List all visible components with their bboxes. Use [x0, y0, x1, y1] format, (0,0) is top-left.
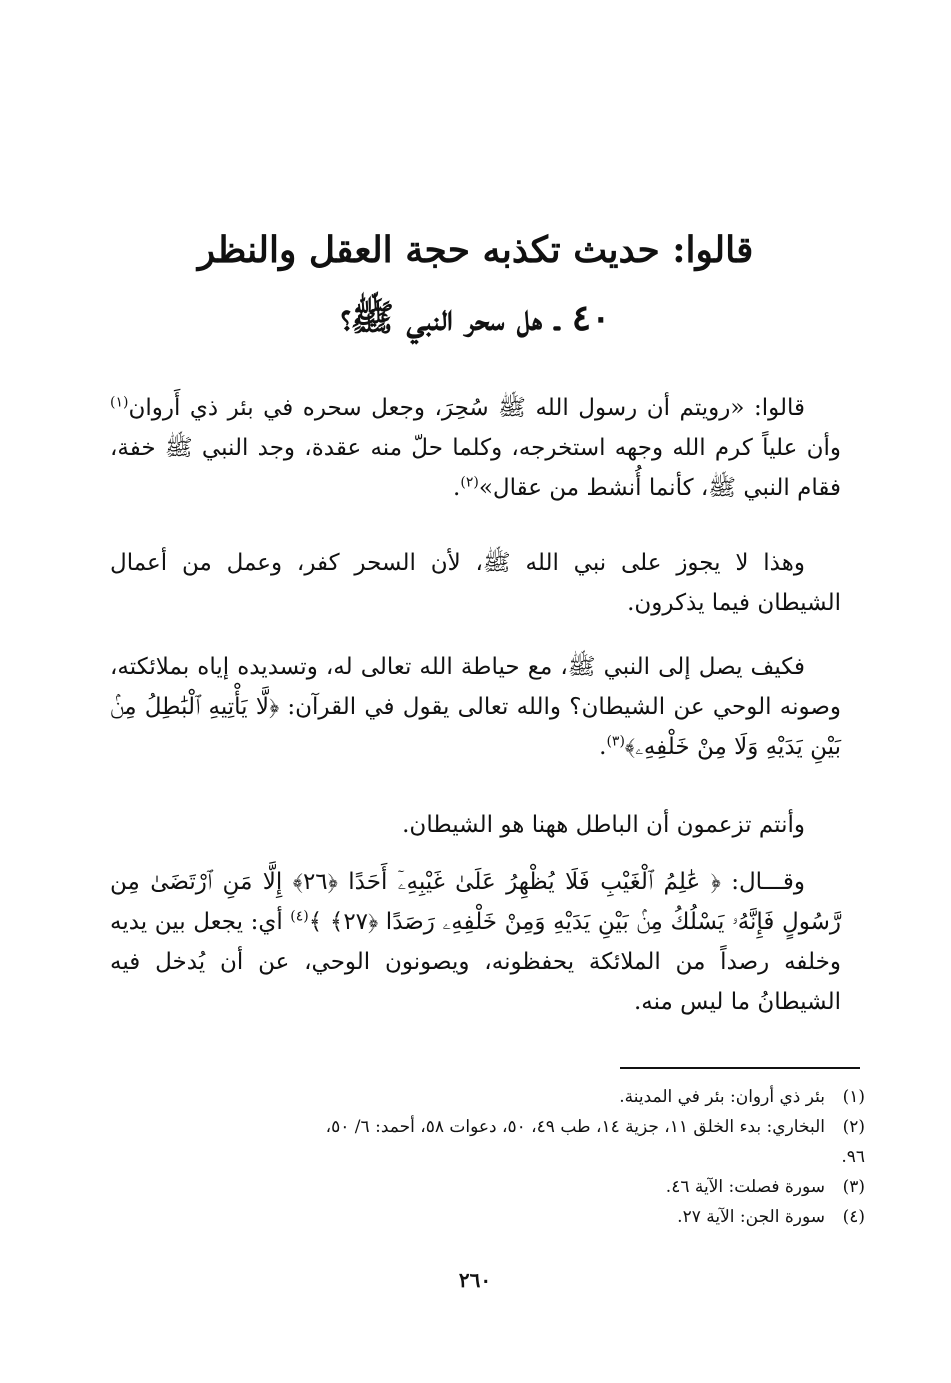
chapter-heading: قالوا: حديث تكذبه حجة العقل والنظر: [197, 229, 754, 271]
footnote-ref-3: (٣): [606, 733, 625, 750]
footnote-2-continuation: ٩٦.: [841, 1147, 865, 1167]
section-heading: ٤٠ ـ هل سحر النبي ﷺ؟: [340, 297, 611, 339]
paragraph-1: [110, 388, 841, 508]
footnote-number: (١): [842, 1087, 865, 1107]
footnote-divider: [620, 1067, 860, 1069]
quran-verse-2: ﴿ عَٰلِمُ ٱلْغَيْبِ فَلَا يُظْهِرُ عَلَىٰ غَيْبِهِۦٓ أَحَدًا ﴿٢٦﴾ إِلَّا مَنِ ٱرْتَضَىٰ مِن رَّسُولٍ فَإِنَّهُۥ يَسْلُكُ مِنۢ بَيْنِ يَدَيْهِ وَمِنْ خَلْفِهِۦ رَصَدًا ﴿٢٧﴾ ﴾: [110, 869, 841, 935]
paragraph-5-text-a: وقـــال:: [720, 869, 805, 895]
paragraph-5-text-b: أي: يجعل بين يديه وخلفه رصداً من الملائكة يحفظونه، ويصونون الوحي، عن أن يُدخل فيه الشيطانُ ما ليس منه.: [110, 909, 841, 1015]
footnote-ref-4: (٤): [290, 908, 309, 925]
paragraph-5: [110, 862, 841, 1022]
footnote-number: (٢): [842, 1117, 865, 1137]
footnote-1: [110, 1082, 865, 1112]
footnote-text: بئر ذي أروان: بئر في المدينة.: [619, 1087, 825, 1107]
paragraph-1-text-a: قالوا: «رويتم أن رسول الله ﷺ سُحِرَ، وجعل سحره في بئر ذي أَروان: [128, 395, 805, 421]
paragraph-3-text-b: .: [599, 734, 607, 760]
footnote-3: [110, 1172, 865, 1202]
footnote-number: (٤): [842, 1207, 865, 1227]
paragraph-3-text-a: فكيف يصل إلى النبي ﷺ، مع حياطة الله تعالى له، وتسديده إياه بملائكته، وصونه الوحي عن الشيطان؟ والله تعالى يقول في القرآن:: [110, 654, 841, 720]
paragraph-2: وهذا لا يجوز على نبي الله ﷺ، لأن السحر كفر، وعمل من أعمال الشيطان فيما يذكرون.: [110, 550, 841, 616]
footnote-ref-2: (٢): [460, 474, 479, 491]
quran-verse-1: ﴿لَّا يَأْتِيهِ ٱلْبَٰطِلُ مِنۢ بَيْنِ يَدَيْهِ وَلَا مِنْ خَلْفِهِۦ﴾: [110, 694, 841, 760]
paragraph-1-text-b: وأن علياً كرم الله وجهه استخرجه، وكلما حلّ منه عقدة، وجد النبي ﷺ خفة، فقام النبي ﷺ، كأنما أُنشط من عقال»: [110, 435, 841, 501]
footnote-4: [110, 1202, 865, 1232]
footnote-2: [110, 1112, 865, 1142]
footnote-ref-1: (١): [110, 394, 129, 411]
footnote-text: البخاري: بدء الخلق ١١، جزية ١٤، طب ٤٩، ٥٠، دعوات ٥٨، أحمد: ٦/ ٥٠،: [325, 1117, 825, 1137]
paragraph-3: [110, 647, 841, 767]
page-number: ٢٦٠: [458, 1268, 492, 1292]
footnote-text: سورة فصلت: الآية ٤٦.: [665, 1177, 825, 1197]
paragraph-4: وأنتم تزعمون أن الباطل ههنا هو الشيطان.: [402, 812, 805, 838]
footnote-number: (٣): [842, 1177, 865, 1197]
footnotes-list: [110, 1082, 865, 1232]
paragraph-1-text-c: .: [453, 475, 461, 501]
footnote-text: سورة الجن: الآية ٢٧.: [677, 1207, 825, 1227]
